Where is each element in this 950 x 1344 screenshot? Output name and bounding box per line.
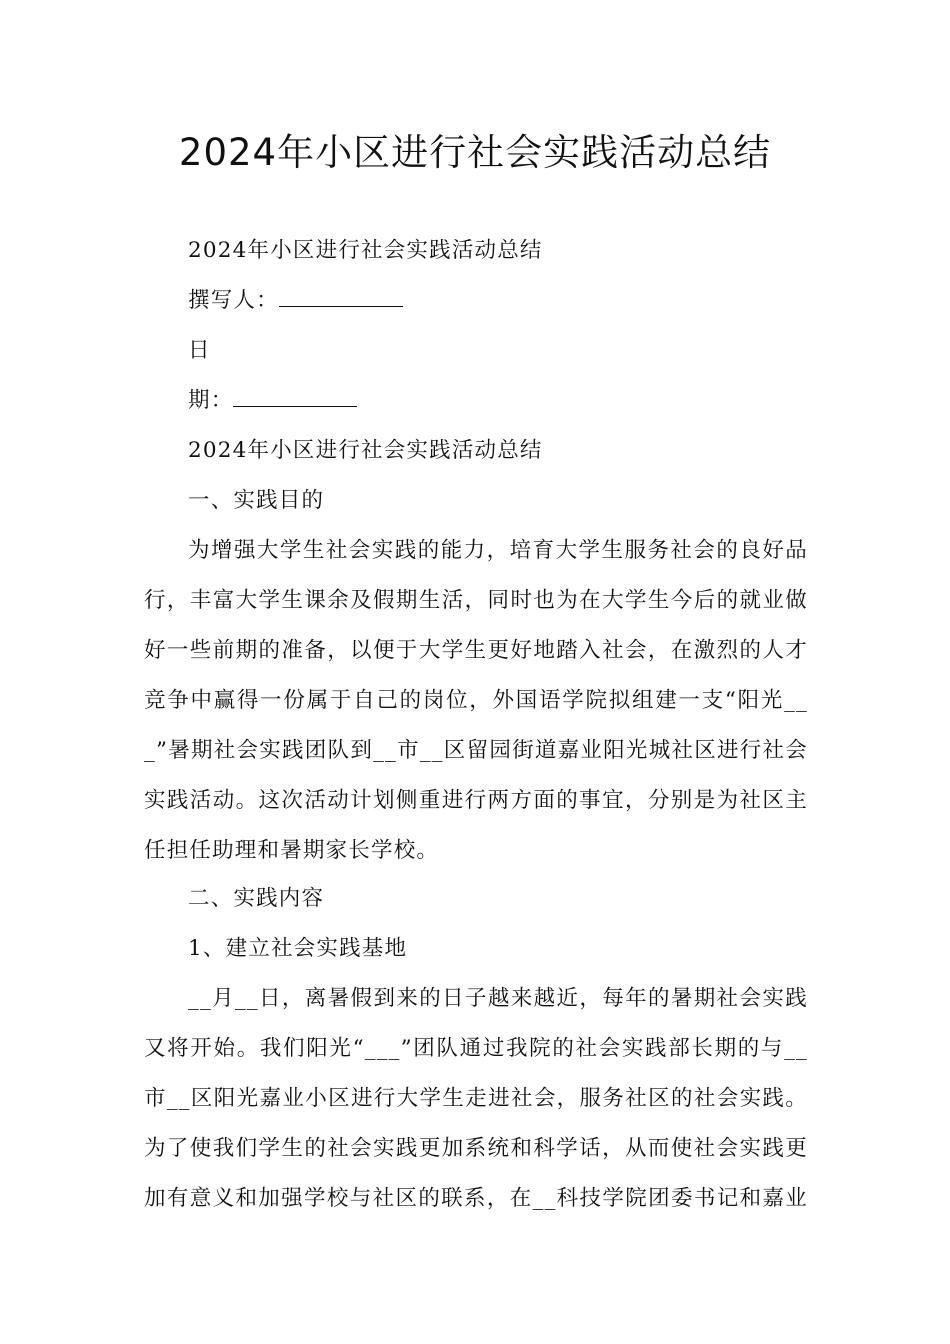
paragraph-line: 为了使我们学生的社会实践更加系统和科学话，从而使社会实践更 xyxy=(144,1136,808,1161)
date-blank xyxy=(233,387,357,407)
section2-heading: 二、实践内容 xyxy=(188,886,325,911)
paragraph-line: 任担任助理和暑期家长学校。 xyxy=(144,838,440,863)
author-blank xyxy=(279,287,403,307)
paragraph-line: 好一些前期的准备，以便于大学生更好地踏入社会，在激烈的人才 xyxy=(144,638,808,663)
paragraph-line: 加有意义和加强学校与社区的联系，在__科技学院团委书记和嘉业 xyxy=(144,1186,808,1211)
date-line xyxy=(188,386,808,416)
paragraph-line: 又将开始。我们阳光“___”团队通过我院的社会实践部长期的与__ xyxy=(144,1036,808,1061)
subsection1-heading: 1、建立社会实践基地 xyxy=(188,936,408,961)
paragraph-line: __月__日，离暑假到来的日子越来越近，每年的暑期社会实践 xyxy=(188,986,808,1011)
document-title: 2024年小区进行社会实践活动总结 xyxy=(178,131,772,174)
paragraph-line: 竞争中赢得一份属于自己的岗位，外国语学院拟组建一支“阳光__ xyxy=(144,688,808,713)
section1-heading: 一、实践目的 xyxy=(188,488,325,513)
author-label: 撰写人： xyxy=(188,288,279,313)
paragraph-line: 市__区阳光嘉业小区进行大学生走进社会，服务社区的社会实践。 xyxy=(144,1086,808,1111)
date-label-part1: 日 xyxy=(188,338,211,363)
paragraph-line: _”暑期社会实践团队到__市__区留园街道嘉业阳光城社区进行社会 xyxy=(144,738,808,763)
paragraph-line: 行，丰富大学生课余及假期生活，同时也为在大学生今后的就业做 xyxy=(144,588,808,613)
repeat-title: 2024年小区进行社会实践活动总结 xyxy=(188,438,543,463)
date-label-part2: 期： xyxy=(188,388,234,413)
paragraph-line: 为增强大学生社会实践的能力，培育大学生服务社会的良好品 xyxy=(188,538,808,563)
subtitle: 2024年小区进行社会实践活动总结 xyxy=(188,238,543,263)
paragraph-line: 实践活动。这次活动计划侧重进行两方面的事宜，分别是为社区主 xyxy=(144,788,808,813)
author-line xyxy=(188,286,808,316)
